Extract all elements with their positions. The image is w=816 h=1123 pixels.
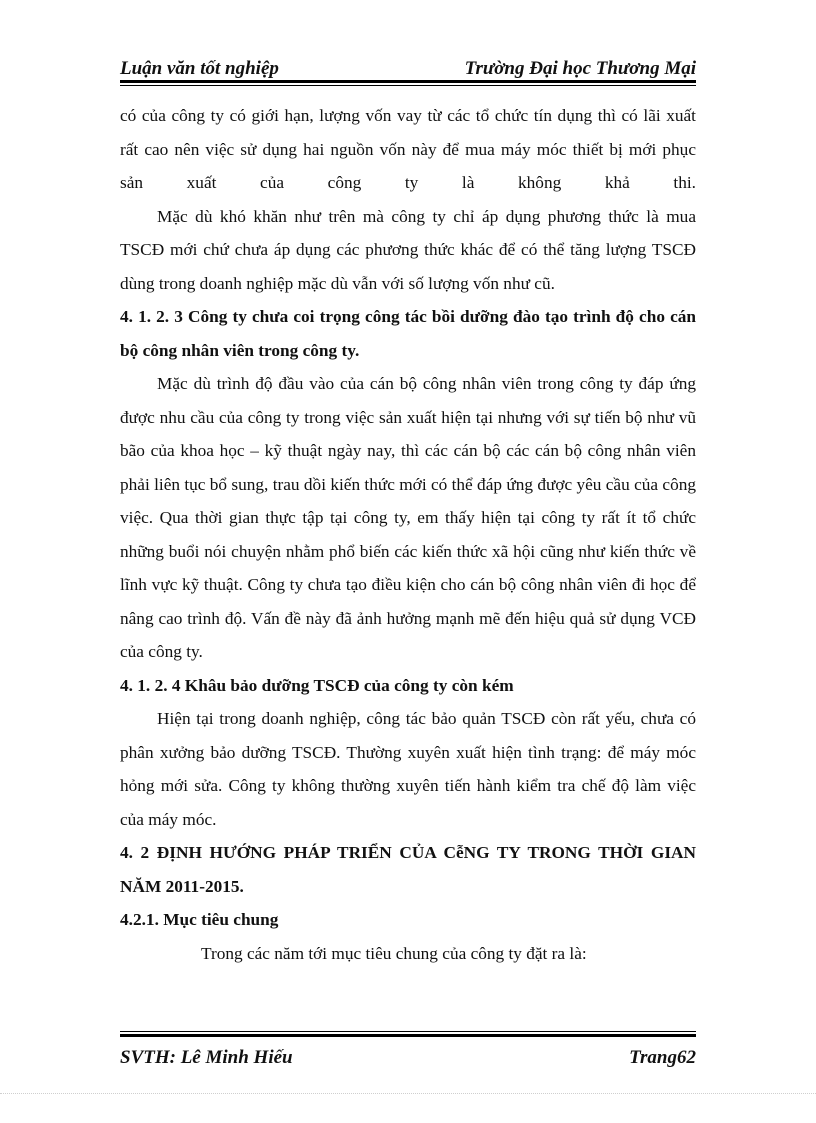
paragraph: Mặc dù khó khăn như trên mà công ty chỉ áp dụng phương thức là mua TSCĐ mới chứ chưa áp dụng các phương thức khác để có thể tăng lượng TSCĐ dùng trong doanh nghiệp mặc dù vẫn với số lượng vốn như cũ. (120, 206, 696, 293)
section-heading-4124: 4. 1. 2. 4 Khâu bảo dưỡng TSCĐ của công ty còn kém (120, 675, 514, 695)
header-thesis-title: Luận văn tốt nghiệp (120, 58, 279, 79)
page-number: Trang62 (629, 1047, 696, 1068)
paragraph: Mặc dù trình độ đầu vào của cán bộ công nhân viên trong công ty đáp ứng được nhu cầu của công ty trong việc sản xuất hiện tại nhưng với sự tiến bộ như vũ bão của khoa học – kỹ thuật ngày nay, thì các cán bộ các cán bộ công nhân viên phải liên tục bổ sung, trau dồi kiến thức mới có thể đáp ứng được yêu cầu của công việc. Qua thời gian thực tập tại công ty, em thấy hiện tại công ty rất ít tổ chức những buổi nói chuyện nhằm phổ biến các kiến thức xã hội cũng như kiến thức về lĩnh vực kỹ thuật. Công ty chưa tạo điều kiện cho cán bộ công nhân viên đi học để nâng cao trình độ. Vấn đề này đã ảnh hưởng mạnh mẽ đến hiệu quả sử dụng VCĐ của công ty. (120, 374, 696, 661)
footer-rule-thick (120, 1034, 696, 1037)
header-rule-thin (120, 85, 696, 86)
paragraph-line: rất cao nên việc sử dụng hai nguồn vốn này để mua máy móc thiết bị mới phục (120, 139, 696, 159)
section-heading-4123: 4. 1. 2. 3 Công ty chưa coi trọng công tác bồi dưỡng đào tạo trình độ cho cán bộ công nhân viên trong công ty. (120, 307, 696, 360)
footer-student-name: SVTH: Lê Minh Hiếu (120, 1047, 293, 1068)
paragraph-line: có của công ty có giới hạn, lượng vốn vay từ các tổ chức tín dụng thì có lãi xuất (120, 106, 696, 125)
header-rule-thick (120, 80, 696, 83)
paragraph-line: sản xuất của công ty là không khả thi. (120, 173, 696, 192)
section-heading-421: 4.2.1. Mục tiêu chung (120, 910, 279, 929)
page-body (120, 99, 696, 970)
page-header (120, 50, 696, 80)
section-heading-42: 4. 2 ĐỊNH HƯỚNG PHÁP TRIỂN CỦA CễNG TY TRONG THỜI GIAN NĂM 2011-2015. (120, 843, 696, 896)
header-university: Trường Đại học Thương Mại (464, 58, 696, 79)
paragraph: Trong các năm tới mục tiêu chung của công ty đặt ra là: (201, 943, 587, 963)
footer-rule-thin (120, 1031, 696, 1032)
page-bottom-divider (0, 1093, 816, 1095)
page-footer (120, 1045, 696, 1071)
paragraph: Hiện tại trong doanh nghiệp, công tác bảo quản TSCĐ còn rất yếu, chưa có phân xưởng bảo dưỡng TSCĐ. Thường xuyên xuất hiện tình trạng: để máy móc hỏng mới sửa. Công ty không thường xuyên tiến hành kiểm tra chế độ làm việc của máy móc. (120, 709, 696, 829)
